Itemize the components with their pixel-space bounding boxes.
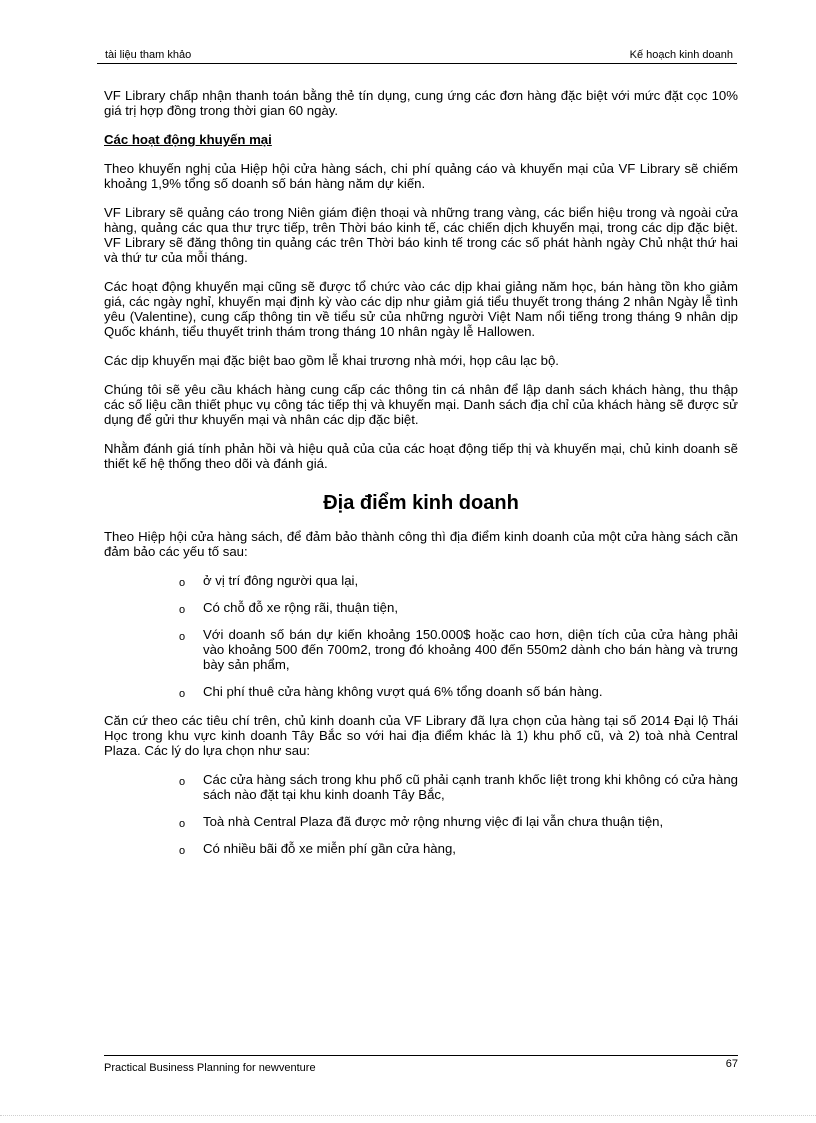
list-item <box>104 814 738 829</box>
section-title: Địa điểm kinh doanh <box>323 492 519 514</box>
page-bottom-divider <box>0 1115 816 1116</box>
footer-book-title: Practical Business Planning for newventure <box>104 1062 316 1074</box>
reasons-list <box>104 772 738 856</box>
list-item <box>104 600 738 615</box>
list-item-text: Có chỗ đỗ xe rộng rãi, thuận tiện, <box>203 600 399 615</box>
paragraph-promo-events: Các hoạt động khuyến mại cũng sẽ được tổ chức vào các dịp khai giảng năm học, bán hàng tồn kho giảm giá, các ngày nghỉ, khuyến mại định kỳ vào các dịp như giảm giá tiểu thuyết trong tháng 2 nhân Ngày lễ tình yêu (Valentine), cung cấp thông tin về tiểu sử của những người Việt Nam nổi tiếng trong tháng 9 nhân dịp Quốc khánh, tiểu thuyết trinh thám trong tháng 10 nhân ngày lễ Hallowen. <box>104 279 738 339</box>
list-item-text: Chi phí thuê cửa hàng không vượt quá 6% tổng doanh số bán hàng. <box>203 684 603 699</box>
list-item-text: Với doanh số bán dự kiến khoảng 150.000$ hoặc cao hơn, diện tích của cửa hàng phải vào khoảng 500 đến 700m2, trong đó khoảng 400 đến 550m2 dành cho bán hàng và trưng bày sản phẩm, <box>203 627 738 672</box>
bullet-icon: o <box>179 631 186 643</box>
header-left-text: tài liệu tham khảo <box>105 49 192 61</box>
bullet-icon: o <box>179 688 186 700</box>
list-item <box>104 573 738 588</box>
bullet-icon: o <box>179 845 186 857</box>
bullet-icon: o <box>179 776 186 788</box>
paragraph-advertising: VF Library sẽ quảng cáo trong Niên giám điện thoại và những trang vàng, các biển hiệu trong và ngoài cửa hàng, quảng các qua thư trực tiếp, trên Thời báo kinh tế, các chiến dịch khuyến mại, trong các dịp đặc biệt. VF Library sẽ đăng thông tin quảng các trên Thời báo kinh tế trong các số phát hành ngày Chủ nhật thứ hai và thứ tư của mỗi tháng. <box>104 205 738 265</box>
paragraph-location-criteria: Theo Hiệp hội cửa hàng sách, để đảm bảo thành công thì địa điểm kinh doanh của một cửa hàng sách cần đảm bảo các yếu tố sau: <box>104 529 738 559</box>
paragraph-payment: VF Library chấp nhận thanh toán bằng thẻ tín dụng, cung ứng các đơn hàng đặc biệt với mức đặt cọc 10% giá trị hợp đồng trong thời gian 60 ngày. <box>104 88 738 118</box>
promo-heading: Các hoạt động khuyến mại <box>104 132 272 147</box>
bullet-icon: o <box>179 577 186 589</box>
list-item-text: Có nhiều bãi đỗ xe miễn phí gần cửa hàng, <box>203 841 456 856</box>
list-item-text: Các cửa hàng sách trong khu phố cũ phải cạnh tranh khốc liệt trong khi không có cửa hàng sách nào đặt tại khu kinh doanh Tây Bắc, <box>203 772 738 802</box>
page-header <box>97 48 737 64</box>
list-item <box>104 841 738 856</box>
paragraph-special-events: Các dịp khuyến mại đặc biệt bao gồm lễ khai trương nhà mới, họp câu lạc bộ. <box>104 353 559 368</box>
paragraph-location-choice: Căn cứ theo các tiêu chí trên, chủ kinh doanh của VF Library đã lựa chọn của hàng tại số 2014 Đại lộ Thái Học trong khu vực kinh doanh Tây Bắc so với hai địa điểm khác là 1) khu phố cũ, và 2) toà nhà Central Plaza. Các lý do lựa chọn như sau: <box>104 713 738 758</box>
paragraph-promo-budget: Theo khuyến nghị của Hiệp hội cửa hàng sách, chi phí quảng cáo và khuyến mại của VF Library sẽ chiếm khoảng 1,9% tổng số doanh số bán hàng năm dự kiến. <box>104 161 738 191</box>
paragraph-evaluation: Nhằm đánh giá tính phản hồi và hiệu quả của của các hoạt động tiếp thị và khuyến mại, chủ kinh doanh sẽ thiết kế hệ thống theo dõi và đánh giá. <box>104 441 738 471</box>
page-footer <box>104 1055 738 1074</box>
list-item <box>104 684 738 699</box>
header-right-text: Kế hoạch kinh doanh <box>629 49 733 61</box>
paragraph-customer-data: Chúng tôi sẽ yêu cầu khách hàng cung cấp các thông tin cá nhân để lập danh sách khách hàng, thu thập các số liệu cần thiết phục vụ công tác tiếp thị và khuyến mại. Danh sách địa chỉ của khách hàng sẽ được sử dụng để gửi thư khuyến mại và nhân các dịp đặc biệt. <box>104 382 738 427</box>
list-item <box>104 772 738 802</box>
bullet-icon: o <box>179 818 186 830</box>
list-item-text: ở vị trí đông người qua lại, <box>203 573 359 588</box>
bullet-icon: o <box>179 604 186 616</box>
page-number: 67 <box>725 1058 738 1070</box>
page-content <box>104 88 738 870</box>
criteria-list <box>104 573 738 699</box>
list-item <box>104 627 738 672</box>
list-item-text: Toà nhà Central Plaza đã được mở rộng nhưng việc đi lại vẫn chưa thuận tiện, <box>203 814 664 829</box>
